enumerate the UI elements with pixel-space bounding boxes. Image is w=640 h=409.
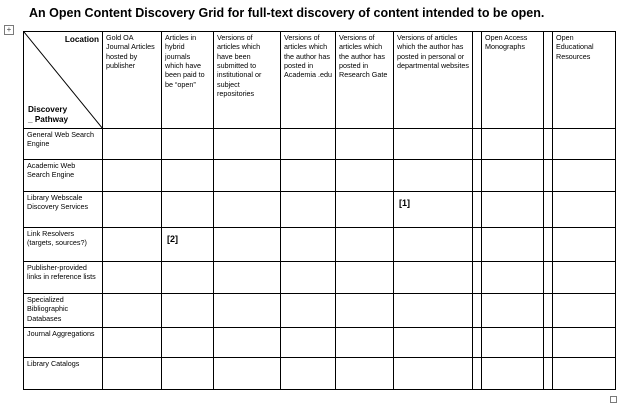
grid-cell[interactable] (394, 294, 473, 328)
grid-cell[interactable] (336, 192, 394, 228)
spacer-cell (544, 192, 553, 228)
grid-cell[interactable] (553, 160, 616, 192)
grid-cell[interactable] (394, 328, 473, 358)
grid-cell[interactable] (103, 294, 162, 328)
grid-cell[interactable] (553, 228, 616, 262)
grid-cell[interactable] (162, 358, 214, 390)
grid-cell[interactable] (482, 160, 544, 192)
grid-cell[interactable] (482, 228, 544, 262)
grid-cell[interactable] (336, 328, 394, 358)
grid-cell[interactable] (482, 129, 544, 160)
grid-cell[interactable] (281, 192, 336, 228)
column-header: Articles in hybrid journals which have been paid to be “open” (162, 32, 214, 129)
grid-cell[interactable] (103, 192, 162, 228)
grid-cell[interactable] (482, 328, 544, 358)
spacer-cell (544, 129, 553, 160)
grid-cell[interactable] (214, 192, 281, 228)
note-marker-2: [2] (167, 234, 178, 244)
grid-cell[interactable] (162, 262, 214, 294)
column-header: Versions of articles which the author has posted in Research Gate (336, 32, 394, 129)
spacer-cell (544, 160, 553, 192)
grid-cell[interactable] (162, 294, 214, 328)
move-table-icon[interactable]: + (4, 25, 14, 35)
grid-cell[interactable] (103, 328, 162, 358)
grid-cell[interactable] (162, 228, 214, 262)
grid-cell[interactable] (482, 192, 544, 228)
grid-cell[interactable] (336, 358, 394, 390)
discovery-label-line1: Discovery (28, 104, 68, 114)
grid-cell[interactable] (103, 228, 162, 262)
grid-cell[interactable] (553, 358, 616, 390)
grid-cell[interactable] (162, 129, 214, 160)
discovery-pathway-label (28, 105, 68, 126)
grid-cell[interactable] (281, 129, 336, 160)
location-label: Location (64, 35, 99, 44)
grid-cell[interactable] (214, 228, 281, 262)
note-marker-1: [1] (399, 198, 410, 208)
grid-cell[interactable] (336, 160, 394, 192)
grid-cell[interactable] (394, 129, 473, 160)
grid-cell[interactable] (281, 358, 336, 390)
spacer-cell (544, 262, 553, 294)
row-header: Library Webscale Discovery Services (24, 192, 103, 228)
grid-cell[interactable] (162, 328, 214, 358)
spacer-cell (473, 294, 482, 328)
column-header: Gold OA Journal Articles hosted by publisher (103, 32, 162, 129)
spacer-cell (473, 192, 482, 228)
column-header: Versions of articles which the author has posted in Academia .edu (281, 32, 336, 129)
row-header: General Web Search Engine (24, 129, 103, 160)
grid-cell[interactable] (214, 294, 281, 328)
spacer-cell (473, 358, 482, 390)
grid-cell[interactable] (482, 358, 544, 390)
spacer-cell (544, 32, 553, 129)
spacer-cell (544, 228, 553, 262)
grid-cell[interactable] (336, 129, 394, 160)
grid-cell[interactable] (281, 160, 336, 192)
grid-cell[interactable] (103, 358, 162, 390)
grid-cell[interactable] (482, 262, 544, 294)
grid-cell[interactable] (214, 262, 281, 294)
row-header: Academic Web Search Engine (24, 160, 103, 192)
grid-cell[interactable] (336, 228, 394, 262)
grid-cell[interactable] (336, 262, 394, 294)
spacer-cell (473, 129, 482, 160)
grid-cell[interactable] (394, 192, 473, 228)
grid-cell[interactable] (214, 328, 281, 358)
spacer-cell (473, 32, 482, 129)
spacer-cell (473, 262, 482, 294)
row-header: Library Catalogs (24, 358, 103, 390)
grid-cell[interactable] (553, 262, 616, 294)
grid-cell[interactable] (394, 358, 473, 390)
spacer-cell (473, 228, 482, 262)
row-header: Journal Aggregations (24, 328, 103, 358)
grid-cell[interactable] (214, 358, 281, 390)
grid-cell[interactable] (482, 294, 544, 328)
grid-cell[interactable] (553, 129, 616, 160)
grid-cell[interactable] (553, 294, 616, 328)
discovery-label-line2: _ Pathway (28, 115, 69, 125)
grid-cell[interactable] (103, 160, 162, 192)
grid-cell[interactable] (162, 160, 214, 192)
grid-cell[interactable] (394, 160, 473, 192)
grid-cell[interactable] (214, 129, 281, 160)
spacer-cell (473, 328, 482, 358)
grid-cell[interactable] (281, 328, 336, 358)
grid-cell[interactable] (214, 160, 281, 192)
corner-header-cell (24, 32, 103, 129)
grid-cell[interactable] (553, 328, 616, 358)
column-header: Versions of articles which have been submitted to institutional or subject repositories (214, 32, 281, 129)
grid-cell[interactable] (281, 228, 336, 262)
grid-cell[interactable] (336, 294, 394, 328)
grid-cell[interactable] (553, 192, 616, 228)
row-header: Specialized Bibliographic Databases (24, 294, 103, 328)
row-header: Publisher-provided links in reference lists (24, 262, 103, 294)
grid-cell[interactable] (394, 228, 473, 262)
spacer-cell (544, 328, 553, 358)
grid-cell[interactable] (103, 262, 162, 294)
column-header: Versions of articles which the author has posted in personal or departmental websites (394, 32, 473, 129)
grid-cell[interactable] (394, 262, 473, 294)
grid-cell[interactable] (281, 262, 336, 294)
spacer-cell (473, 160, 482, 192)
spacer-cell (544, 358, 553, 390)
document-title: An Open Content Discovery Grid for full-text discovery of content intended to be open. (29, 6, 545, 20)
grid-cell[interactable] (281, 294, 336, 328)
discovery-grid-table (23, 31, 616, 390)
table-resize-handle[interactable] (610, 396, 617, 403)
spacer-cell (544, 294, 553, 328)
column-header: Open Access Monographs (482, 32, 544, 129)
grid-cell[interactable] (103, 129, 162, 160)
column-header: Open Educational Resources (553, 32, 616, 129)
row-header: Link Resolvers (targets, sources?) (24, 228, 103, 262)
grid-cell[interactable] (162, 192, 214, 228)
